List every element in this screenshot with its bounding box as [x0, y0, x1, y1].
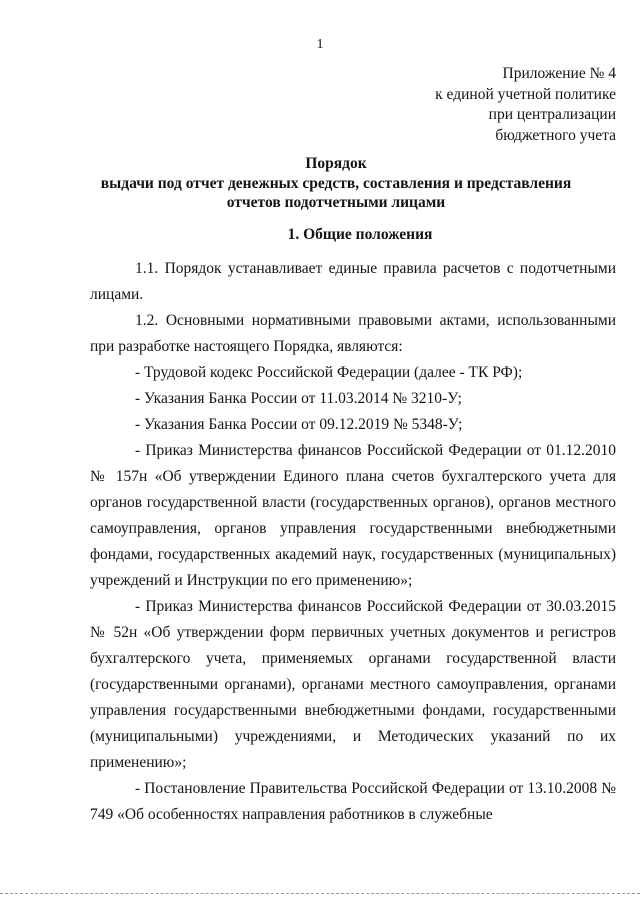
- list-item: - Приказ Министерства финансов Российской Федерации от 30.03.2015 № 52н «Об утверждении форм первичных учетных документов и регистров бухгалтерского учета, применяемых органами государственной власти (государственными органами), органами местного самоуправления, органами управления государственными внебюджетными фондами, государственными (муниципальными) учреждениями, и Методических указаний по их применению»;: [90, 598, 616, 771]
- paragraph: 1.1. Порядок устанавливает единые правила расчетов с подотчетными лицами.: [90, 260, 616, 303]
- appendix-line-2: к единой учетной политике: [435, 85, 616, 103]
- appendix-line-3: при централизации: [488, 106, 616, 123]
- section-heading: 1. Общие положения: [287, 226, 433, 243]
- appendix-header: [435, 64, 616, 146]
- list-item: - Указания Банка России от 11.03.2014 № 3210-У;: [135, 390, 462, 407]
- document-title: [90, 154, 582, 213]
- appendix-line-1: Приложение № 4: [502, 65, 616, 82]
- list-item: - Указания Банка России от 09.12.2019 № 5348-У;: [135, 416, 463, 433]
- bottom-rule: [0, 893, 640, 894]
- title-line-2: выдачи под отчет денежных средств, составления и представления: [100, 174, 572, 192]
- title-line-1: Порядок: [305, 155, 367, 172]
- body-text: [90, 256, 616, 828]
- page-number: 1: [316, 37, 324, 52]
- paragraph: 1.2. Основными нормативными правовыми актами, использованными при разработке настоящего Порядка, являются:: [90, 312, 616, 355]
- title-line-3: отчетов подотчетными лицами: [226, 194, 446, 211]
- appendix-line-4: бюджетного учета: [495, 126, 616, 144]
- list-item: - Приказ Министерства финансов Российской Федерации от 01.12.2010 № 157н «Об утверждении Единого плана счетов бухгалтерского учета для органов государственной власти (государственных органов), органов местного самоуправления, органов управления государственными внебюджетными фондами, государственных академий наук, государственных (муниципальных) учреждений и Инструкции по его применению»;: [90, 442, 616, 589]
- list-item: - Постановление Правительства Российской Федерации от 13.10.2008 № 749 «Об особенностях направления работников в служебные: [90, 780, 616, 823]
- list-item: - Трудовой кодекс Российской Федерации (далее - ТК РФ);: [135, 364, 523, 381]
